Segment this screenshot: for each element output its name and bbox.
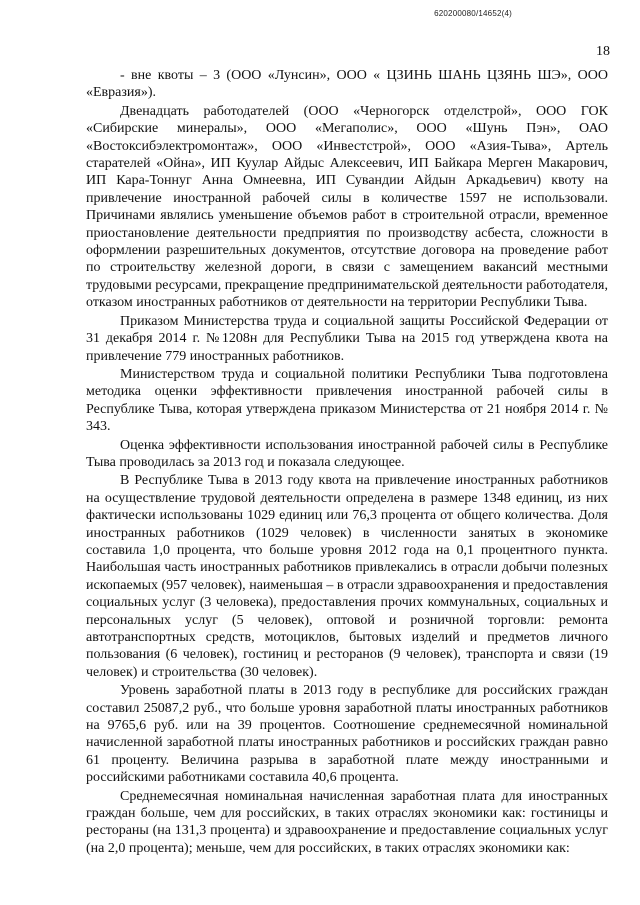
paragraph-quota-2013: В Республике Тыва в 2013 году квота на привлечение иностранных работников на осуществление трудовой деятельности определена в размере 1348 единиц, из них фактически использованы 1029 единиц или 76,3 процента от общего количества. Доля иностранных работников (1029 человек) в численности занятых в экономике составила 1,0 процента, что больше уровня 2012 года на 0,1 процентного пункта. Наибольшая часть иностранных работников привлекались в отрасли добычи полезных ископаемых (957 человек), наименьшая – в отрасли здравоохранения и предоставления социальных услуг (3 человека), предоставления прочих коммунальных, социальных и персональных услуг (5 человек), оптовой и розничной торговли: ремонта автотранспортных средств, мотоциклов, бытовых изделий и предметов личного пользования (6 человек), гостиниц и ресторанов (9 человек), транспорта и связи (19 человек) и строительства (30 человек). (86, 473, 608, 680)
paragraph-wage-level: Уровень заработной платы в 2013 году в республике для российских граждан составил 25087,2 руб., что больше уровня заработной платы иностранных работников на 9765,6 руб. или на 39 процентов. Соотношение среднемесячной номинальной начисленной заработной платы иностранных работников и российских граждан равно 61 проценту. Величина разрыва в заработной плате между иностранными и российскими работниками составила 40,6 процента. (86, 683, 608, 786)
paragraph-evaluation: Оценка эффективности использования иностранной рабочей силы в Республике Тыва проводилась за 2013 год и показала следующее. (86, 437, 608, 470)
document-body (86, 67, 608, 858)
document-id: 620200080/14652(4) (434, 9, 512, 18)
paragraph-methodology: Министерством труда и социальной политики Республики Тыва подготовлена методика оценки эффективности привлечения иностранной рабочей силы в Республике Тыва, которая утверждена приказом Министерства от 21 ноября 2014 г. № 343. (86, 366, 608, 435)
paragraph-wage-comparison: Среднемесячная номинальная начисленная заработная плата для иностранных граждан больше, чем для российских, в таких отраслях экономики как: гостиницы и рестораны (на 131,3 процента) и здравоохранение и предоставление социальных услуг (на 2,0 процента); меньше, чем для российских, в таких отраслях экономики как: (86, 788, 608, 856)
page-number: 18 (596, 44, 610, 59)
paragraph-quota-2015: Приказом Министерства труда и социальной защиты Российской Федерации от 31 декабря 2014 г. №1208н для Республики Тыва на 2015 год утверждена квота на привлечение 779 иностранных работников. (86, 313, 608, 364)
paragraph-unused-quota: Двенадцать работодателей (ООО «Черногорск отделстрой», ООО ГОК «Сибирские минералы», ООО «Мегаполис», ООО «Шунь Пэн», ОАО «Востоксибэлектромонтаж», ООО «Инвестстрой», ООО «Азия-Тыва», Артель старателей «Ойна», ИП Куулар Айдыс Алексеевич, ИП Байкара Мерген Макарович, ИП Кара-Тоннуг Анна Омнеевна, ИП Сувандии Айдын Аркадьевич) квоту на привлечение иностранной рабочей силы в количестве 1597 не использовали. Причинами являлись уменьшение объемов работ в строительной отрасли, временное приостановление деятельности предприятия по производству асбеста, сложности в оформлении разрешительных документов, отсутствие договора на проведение работ по строительству железной дороги, в связи с замещением вакансий местными трудовыми ресурсами, прекращение предпринимательской деятельности работодателя, отказом иностранных работников от деятельности на территории Республики Тыва. (86, 103, 608, 311)
paragraph-quota-exempt: - вне квоты – 3 (ООО «Лунсин», ООО « ЦЗИНЬ ШАНЬ ЦЗЯНЬ ШЭ», ООО «Евразия»). (86, 68, 608, 101)
